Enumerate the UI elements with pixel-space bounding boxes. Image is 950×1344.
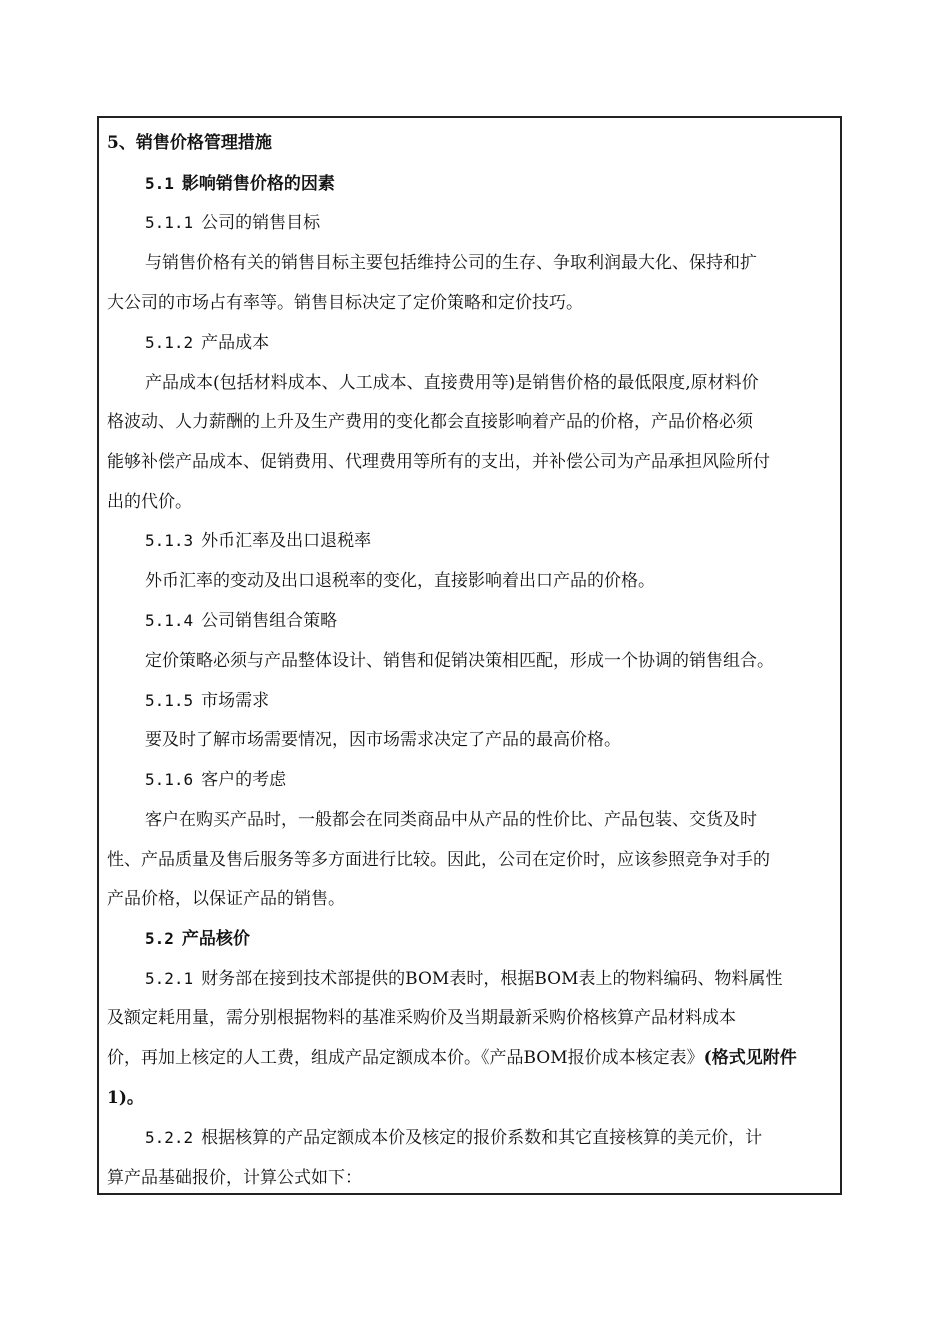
- heading-5-2: [145, 929, 835, 949]
- heading-5-1-1: [145, 213, 835, 233]
- paragraph-line: 要及时了解市场需要情况，因市场需求决定了产品的最高价格。: [145, 730, 621, 750]
- paragraph-5-2-2-line: [145, 1128, 835, 1148]
- heading-number: 5.1.1: [145, 213, 194, 232]
- paragraph-line: 产品成本(包括材料成本、人工成本、直接费用等)是销售价格的最低限度,原材料价: [145, 373, 759, 393]
- paragraph-line: 与销售价格有关的销售目标主要包括维持公司的生存、争取利润最大化、保持和扩: [145, 253, 757, 273]
- heading-5-1-5: [145, 691, 835, 711]
- heading-text: 公司销售组合策略: [201, 611, 338, 631]
- heading-number: 5.2: [145, 929, 174, 948]
- paragraph-line: 定价策略必须与产品整体设计、销售和促销决策相匹配，形成一个协调的销售组合。: [145, 651, 774, 671]
- heading-number: 5.1.3: [145, 531, 194, 550]
- section-title: 5、销售价格管理措施: [107, 133, 272, 153]
- heading-5-1-6: [145, 770, 835, 790]
- paragraph-line: 能够补偿产品成本、促销费用、代理费用等所有的支出，并补偿公司为产品承担风险所付: [107, 452, 770, 472]
- paragraph-text: 财务部在接到技术部提供的BOM表时，根据BOM表上的物料编码、物料属性: [201, 969, 783, 989]
- heading-number: 5.2.1: [145, 969, 194, 988]
- heading-text: 产品成本: [201, 333, 270, 353]
- heading-5-1-3: [145, 531, 835, 551]
- heading-number: 5.2.2: [145, 1128, 194, 1147]
- paragraph-line: 格波动、人力薪酬的上升及生产费用的变化都会直接影响着产品的价格，产品价格必须: [107, 412, 753, 432]
- heading-text: 公司的销售目标: [201, 213, 321, 233]
- heading-number: 5.1.6: [145, 770, 194, 789]
- heading-text: 影响销售价格的因素: [181, 174, 335, 194]
- heading-text: 客户的考虑: [201, 770, 287, 790]
- paragraph-line: 1)。: [107, 1088, 144, 1108]
- paragraph-line: 客户在购买产品时，一般都会在同类商品中从产品的性价比、产品包装、交货及时: [145, 810, 757, 830]
- heading-number: 5.1.4: [145, 611, 194, 630]
- paragraph-line: 出的代价。: [107, 492, 192, 512]
- paragraph-line: [107, 1048, 835, 1068]
- heading-number: 5.1.5: [145, 691, 194, 710]
- paragraph-5-2-1-line: [145, 969, 835, 989]
- paragraph-line: 及额定耗用量，需分别根据物料的基准采购价及当期最新采购价格核算产品材料成本: [107, 1008, 736, 1028]
- paragraph-text: 价，再加上核定的人工费，组成产品定额成本价。《产品BOM报价成本核定表》: [107, 1048, 704, 1068]
- paragraph-line: 大公司的市场占有率等。销售目标决定了定价策略和定价技巧。: [107, 293, 583, 313]
- paragraph-line: 算产品基础报价，计算公式如下：: [107, 1168, 362, 1188]
- paragraph-line: 产品价格，以保证产品的销售。: [107, 889, 345, 909]
- paragraph-line: 外币汇率的变动及出口退税率的变化，直接影响着出口产品的价格。: [145, 571, 655, 591]
- heading-text: 市场需求: [201, 691, 270, 711]
- heading-number: 5.1: [145, 174, 174, 193]
- heading-number: 5.1.2: [145, 333, 194, 352]
- heading-5-1-4: [145, 611, 835, 631]
- heading-5-1-2: [145, 333, 835, 353]
- heading-5-1: [145, 174, 835, 194]
- attachment-reference: (格式见附件: [703, 1048, 797, 1068]
- paragraph-text: 根据核算的产品定额成本价及核定的报价系数和其它直接核算的美元价，计: [201, 1128, 763, 1148]
- paragraph-line: 性、产品质量及售后服务等多方面进行比较。因此，公司在定价时，应该参照竞争对手的: [107, 850, 770, 870]
- heading-text: 产品核价: [181, 929, 250, 949]
- heading-text: 外币汇率及出口退税率: [201, 531, 372, 551]
